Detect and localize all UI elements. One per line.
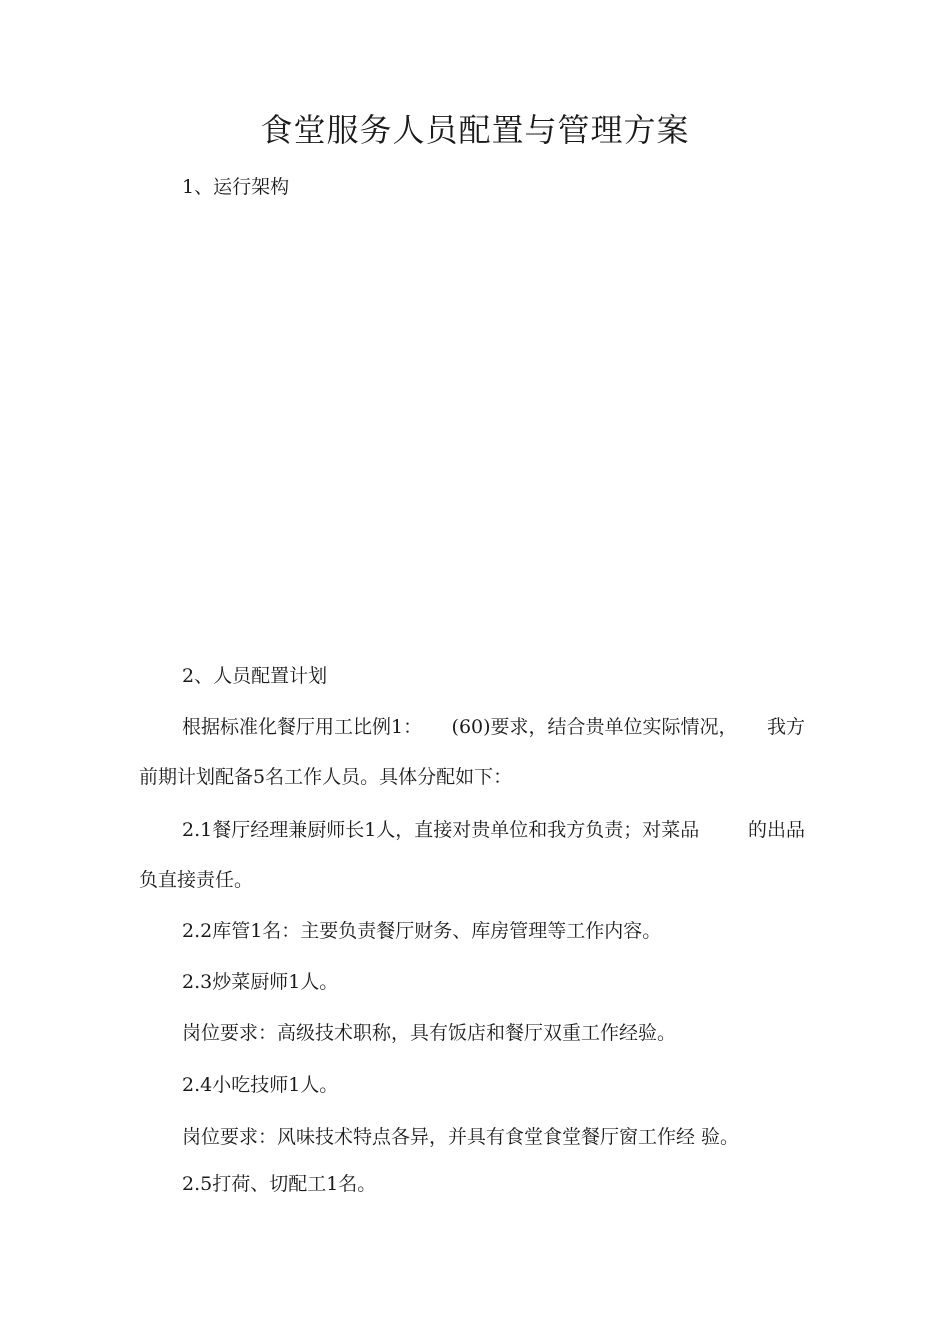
intro-line-1 [182, 712, 805, 742]
item-2-3-requirement: 岗位要求：高级技术职称，具有饭店和餐厅双重工作经验。 [182, 1022, 677, 1044]
intro-line-1-part-a: 根据标准化餐厅用工比例1： [182, 716, 423, 738]
intro-line-1-part-c: 我方 [766, 716, 805, 738]
item-2-5: 2.5打荷、切配工1名。 [182, 1173, 377, 1195]
section2-heading: 2、人员配置计划 [182, 665, 328, 687]
item-2-1-line-1-part-b: 的出品 [747, 819, 805, 841]
section1-heading: 1、运行架构 [182, 176, 290, 198]
item-2-4: 2.4小吃技师1人。 [182, 1074, 339, 1096]
org-chart-area [139, 215, 811, 645]
item-2-3: 2.3炒菜厨师1人。 [182, 971, 339, 993]
item-2-1-line-1-part-a: 2.1餐厅经理兼厨师长1人，直接对贵单位和我方负责；对菜品 [182, 819, 700, 841]
intro-line-2: 前期计划配备5名工作人员。具体分配如下： [139, 766, 513, 788]
item-2-1-line-1 [182, 815, 805, 845]
intro-line-1-part-b: (60)要求，结合贵单位实际情况， [451, 716, 738, 738]
item-2-1-line-2: 负直接责任。 [139, 869, 254, 891]
document-title: 食堂服务人员配置与管理方案 [260, 111, 690, 149]
item-2-2: 2.2库管1名：主要负责餐厅财务、库房管理等工作内容。 [182, 920, 662, 942]
item-2-4-requirement: 岗位要求：风味技术特点各异，并具有食堂食堂餐厅窗工作经 验。 [182, 1126, 740, 1148]
